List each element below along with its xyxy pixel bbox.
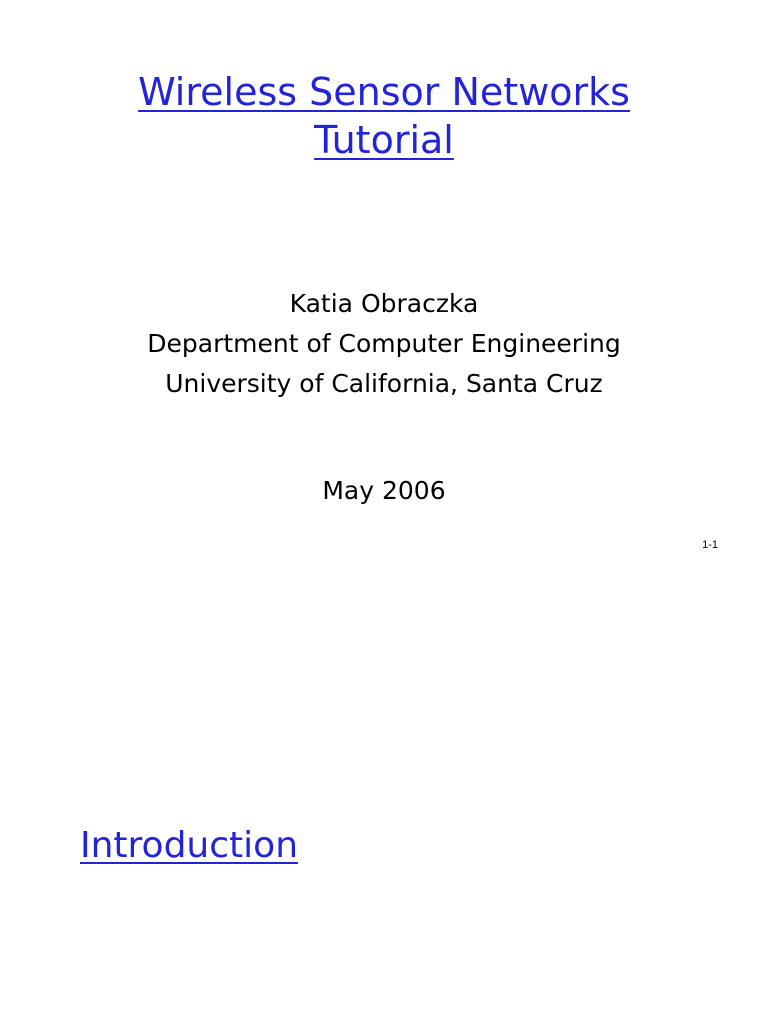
title-line-2: Tutorial bbox=[314, 118, 454, 162]
university: University of California, Santa Cruz bbox=[165, 369, 603, 398]
date: May 2006 bbox=[322, 476, 446, 505]
slide-title bbox=[0, 68, 768, 164]
section-title: Introduction bbox=[80, 825, 299, 866]
title-line-1: Wireless Sensor Networks bbox=[138, 70, 630, 114]
department: Department of Computer Engineering bbox=[147, 329, 621, 358]
author-block bbox=[0, 284, 768, 404]
author-name: Katia Obraczka bbox=[289, 289, 479, 318]
page-number: 1-1 bbox=[702, 539, 718, 551]
